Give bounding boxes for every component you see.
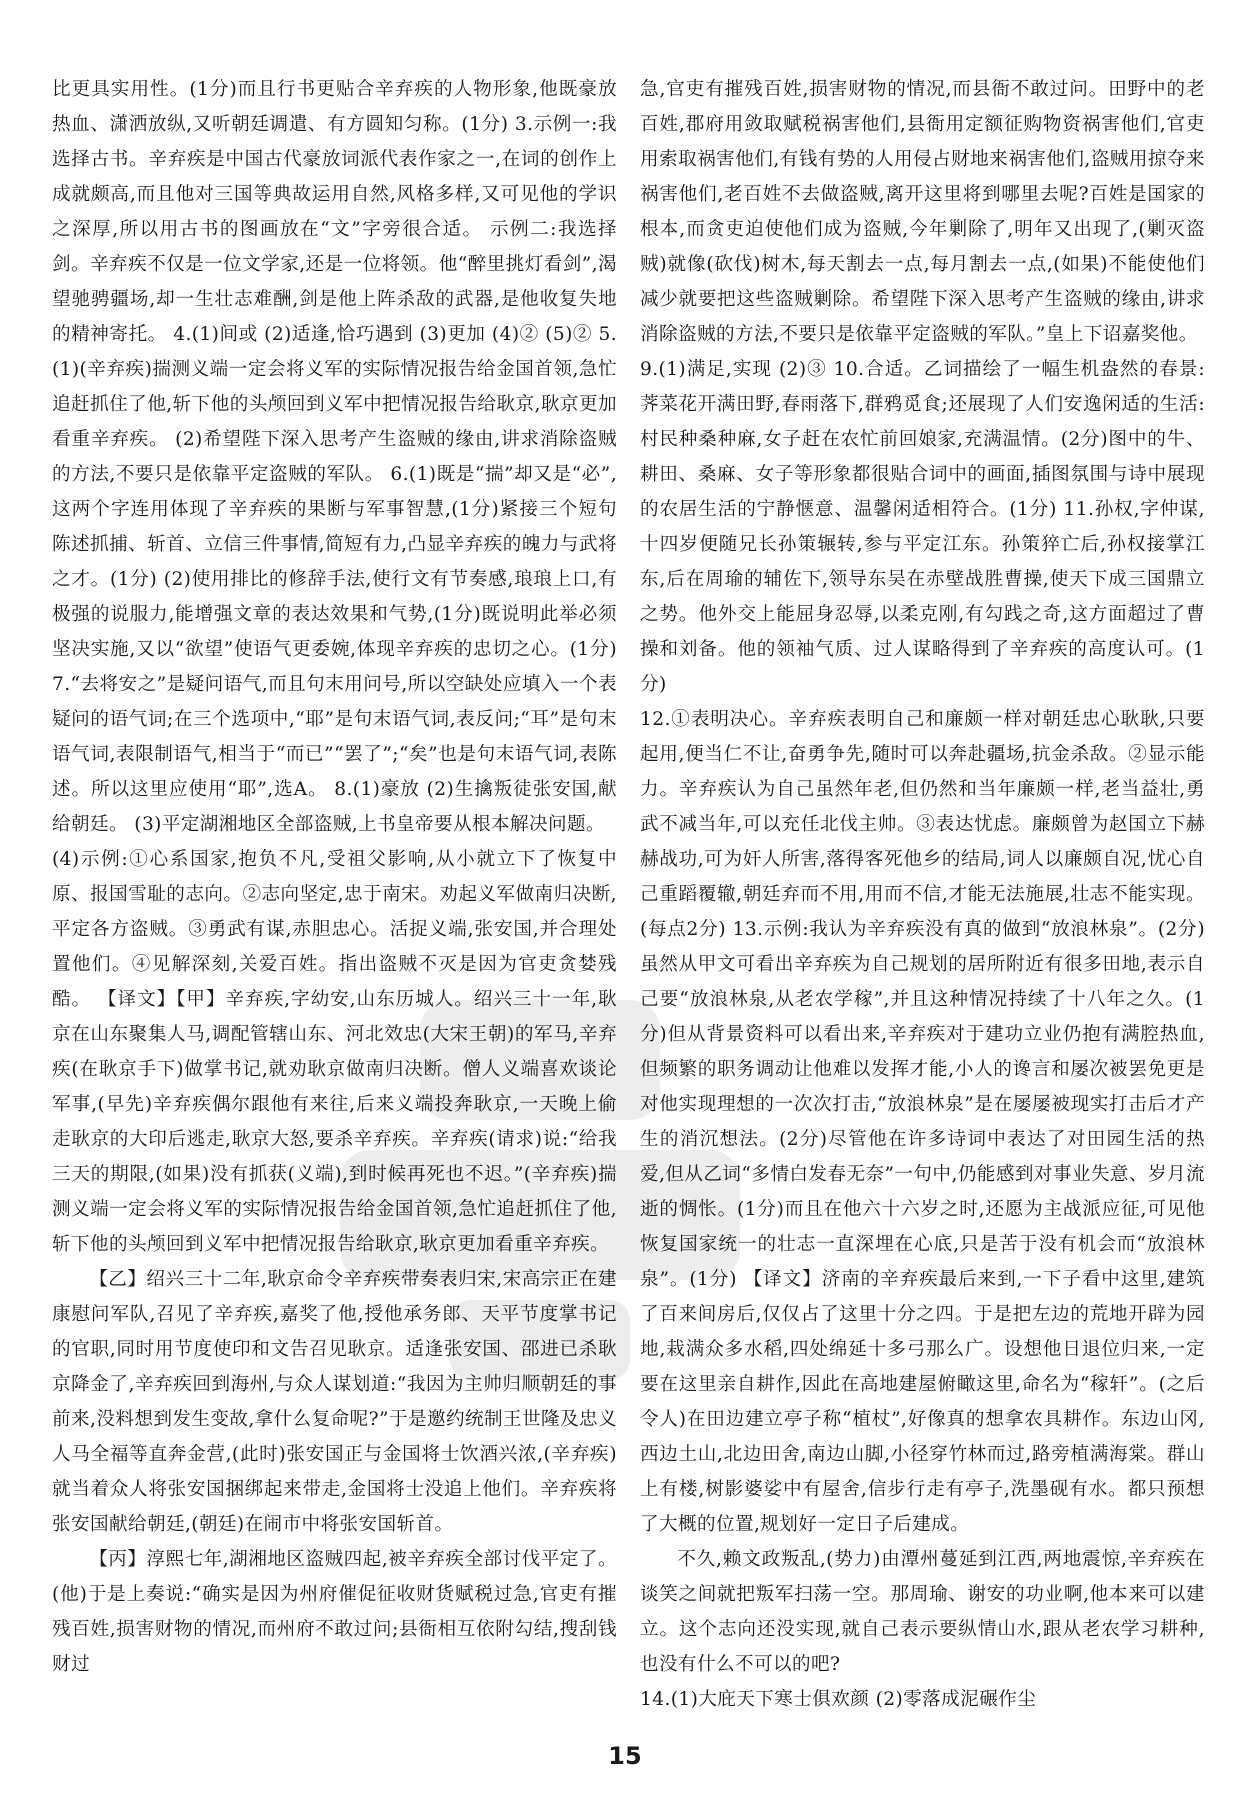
answer-paragraph: (4)示例:①心系国家,抱负不凡,受祖父影响,从小就立下了恢复中原、报国雪耻的志向。②志向坚定,忠于南宋。劝起义军做南归决断,平定各方盗贼。③勇武有谋,赤胆忠心。活捉义端,张安国,并合理处置他们。④见解深刻,关爱百姓。指出盗贼不灭是因为官吏贪婪残酷。 【译文】【甲】辛弃疾,字幼安,山东历城人。绍兴三十一年,耿京在山东聚集人马,调配管辖山东、河北效忠(大宋王朝)的军马,辛弃疾(在耿京手下)做掌书记,就劝耿京做南归决断。僧人义端喜欢谈论军事,(早先)辛弃疾偶尔跟他有来往,后来义端投奔耿京,一天晚上偷走耿京的大印后逃走,耿京大怒,要杀辛弃疾。辛弃疾(请求)说:“给我三天的期限,(如果)没有抓获(义端),到时候再死也不迟。”(辛弃疾)揣测义端一定会将义军的实际情况报告给金国首领,急忙追赶抓住了他,斩下他的头颅回到义军中把情况报告给耿京,耿京更加看重辛弃疾。	[52, 849, 617, 1255]
translation-paragraph: 不久,赖文政叛乱,(势力)由潭州蔓延到江西,两地震惊,辛弃疾在谈笑之间就把叛军扫荡一空。那周瑜、谢安的功业啊,他本来可以建立。这个志向还没实现,就自己表示要纵情山水,跟从老农学习耕种,也没有什么不可以的吧?	[640, 1549, 1205, 1675]
page-number: 15	[608, 1742, 642, 1770]
answer-paragraph: 12.①表明决心。辛弃疾表明自己和廉颇一样对朝廷忠心耿耿,只要起用,便当仁不让,奋勇争先,随时可以奔赴疆场,抗金杀敌。②显示能力。辛弃疾认为自己虽然年老,但仍然和当年廉颇一样,老当益壮,勇武不减当年,可以充任北伐主帅。③表达忧虑。廉颇曾为赵国立下赫赫战功,可为奸人所害,落得客死他乡的结局,词人以廉颇自况,忧心自己重蹈覆辙,朝廷弃而不用,用而不信,才能无法施展,壮志不能实现。(每点2分) 13.示例:我认为辛弃疾没有真的做到“放浪林泉”。(2分)虽然从甲文可看出辛弃疾为自己规划的居所附近有很多田地,表示自己要“放浪林泉,从老农学稼”,并且这种情况持续了十八年之久。(1分)但从背景资料可以看出来,辛弃疾对于建功立业仍抱有满腔热血,但频繁的职务调动让他难以发挥才能,小人的谗言和屡次被罢免更是对他实现理想的一次次打击,“放浪林泉”是在屡屡被现实打击后才产生的消沉想法。(2分)尽管他在许多诗词中表达了对田园生活的热爱,但从乙词“多情白发春无奈”一句中,仍能感到对事业失意、岁月流逝的惆怅。(1分)而且在他六十六岁之时,还愿为主战派应征,可见他恢复国家统一的壮志一直深埋在心底,只是苦于没有机会而“放浪林泉”。(1分) 【译文】济南的辛弃疾最后来到,一下子看中这里,建筑了百来间房后,仅仅占了这里十分之四。于是把左边的荒地开辟为园地,栽满众多水稻,四处绵延十多弓那么广。设想他日退位归来,一定要在这里亲自耕作,因此在高地建屋俯瞰这里,命名为“稼轩”。(之后令人)在田边建立亭子称“植杖”,好像真的想拿农具耕作。东边山冈,西边土山,北边田舍,南边山脚,小径穿竹林而过,路旁植满海棠。群山上有楼,树影婆娑中有屋舍,信步行走有亭子,洗墨砚有水。都只预想了大概的位置,规划好一定日子后建成。	[640, 709, 1205, 1535]
right-column	[640, 72, 1205, 1717]
left-column	[52, 72, 617, 1682]
translation-paragraph: 急,官吏有摧残百姓,损害财物的情况,而县衙不敢过问。田野中的老百姓,郡府用敛取赋税祸害他们,县衙用定额征购物资祸害他们,官吏用索取祸害他们,有钱有势的人用侵占财地来祸害他们,盗贼用掠夺来祸害他们,老百姓不去做盗贼,离开这里将到哪里去呢?百姓是国家的根本,而贪吏迫使他们成为盗贼,今年剿除了,明年又出现了,(剿灭盗贼)就像(砍伐)树木,每天割去一点,每月割去一点,(如果)不能使他们减少就要把这些盗贼剿除。希望陛下深入思考产生盗贼的缘由,讲求消除盗贼的方法,不要只是依靠平定盗贼的军队。”皇上下诏嘉奖他。	[640, 79, 1205, 345]
answer-paragraph: 9.(1)满足,实现 (2)③ 10.合适。乙词描绘了一幅生机盎然的春景:荠菜花开满田野,春雨落下,群鸦觅食;还展现了人们安逸闲适的生活:村民种桑种麻,女子赶在农忙前回娘家,充满温情。(2分)图中的牛、耕田、桑麻、女子等形象都很贴合词中的画面,插图氛围与诗中展现的农居生活的宁静惬意、温馨闲适相符合。(1分) 11.孙权,字仲谋,十四岁便随兄长孙策辗转,参与平定江东。孙策猝亡后,孙权接掌江东,后在周瑜的辅佐下,领导东吴在赤壁战胜曹操,使天下成三国鼎立之势。他外交上能屈身忍辱,以柔克刚,有勾践之奇,这方面超过了曹操和刘备。他的领袖气质、过人谋略得到了辛弃疾的高度认可。(1分)	[640, 359, 1205, 695]
answer-paragraph: 比更具实用性。(1分)而且行书更贴合辛弃疾的人物形象,他既豪放热血、潇洒放纵,又听朝廷调遣、有方圆知匀称。(1分) 3.示例一:我选择古书。辛弃疾是中国古代豪放词派代表作家之一,在词的创作上成就颇高,而且他对三国等典故运用自然,风格多样,又可见他的学识之深厚,所以用古书的图画放在“文”字旁很合适。 示例二:我选择剑。辛弃疾不仅是一位文学家,还是一位将领。他“醉里挑灯看剑”,渴望驰骋疆场,却一生壮志难酬,剑是他上阵杀敌的武器,是他收复失地的精神寄托。 4.(1)间或 (2)适逢,恰巧遇到 (3)更加 (4)② (5)② 5.(1)(辛弃疾)揣测义端一定会将义军的实际情况报告给金国首领,急忙追赶抓住了他,斩下他的头颅回到义军中把情况报告给耿京,耿京更加看重辛弃疾。 (2)希望陛下深入思考产生盗贼的缘由,讲求消除盗贼的方法,不要只是依靠平定盗贼的军队。 6.(1)既是“揣”却又是“必”,这两个字连用体现了辛弃疾的果断与军事智慧,(1分)紧接三个短句陈述抓捕、斩首、立信三件事情,简短有力,凸显辛弃疾的魄力与武将之才。(1分) (2)使用排比的修辞手法,使行文有节奏感,琅琅上口,有极强的说服力,能增强文章的表达效果和气势,(1分)既说明此举必须坚决实施,又以“欲望”使语气更委婉,体现辛弃疾的忠切之心。(1分) 7.“去将安之”是疑问语气,而且句末用问号,所以空缺处应填入一个表疑问的语气词;在三个选项中,“耶”是句末语气词,表反问;“耳”是句末语气词,表限制语气,相当于“而已”“罢了”;“矣”也是句末语气词,表陈述。所以这里应使用“耶”,选A。 8.(1)豪放 (2)生擒叛徒张安国,献给朝廷。 (3)平定湖湘地区全部盗贼,上书皇帝要从根本解决问题。	[52, 79, 617, 835]
answer-paragraph: 14.(1)大庇天下寒士俱欢颜 (2)零落成泥碾作尘	[640, 1689, 1037, 1710]
translation-paragraph: 【乙】绍兴三十二年,耿京命令辛弃疾带奏表归宋,宋高宗正在建康慰问军队,召见了辛弃疾,嘉奖了他,授他承务郎、天平节度掌书记的官职,同时用节度使印和文告召见耿京。适逢张安国、邵进已杀耿京降金了,辛弃疾回到海州,与众人谋划道:“我因为主帅归顺朝廷的事前来,没料想到发生变故,拿什么复命呢?”于是邀约统制王世隆及忠义人马全福等直奔金营,(此时)张安国正与金国将士饮酒兴浓,(辛弃疾)就当着众人将张安国捆绑起来带走,金国将士没追上他们。辛弃疾将张安国献给朝廷,(朝廷)在闹市中将张安国斩首。	[52, 1269, 617, 1535]
translation-paragraph: 【丙】淳熙七年,湖湘地区盗贼四起,被辛弃疾全部讨伐平定了。(他)于是上奏说:“确实是因为州府催促征收财货赋税过急,官吏有摧残百姓,损害财物的情况,而州府不敢过问;县衙相互依附勾结,搜刮钱财过	[52, 1549, 617, 1675]
